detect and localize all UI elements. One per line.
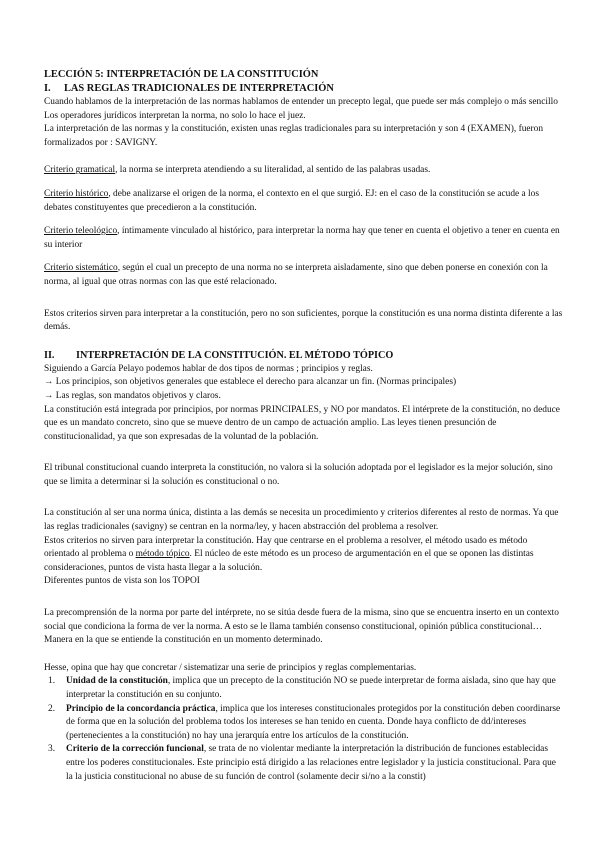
list-number: 3. — [48, 744, 56, 755]
list-item — [44, 743, 564, 784]
section-2-line: → Las reglas, son mandatos objetivos y claros. — [44, 390, 221, 401]
criterios-text-end: . El núcleo de este método es un proceso de argumentación en el que se oponen las distintas consideraciones, puntos de vista hasta llegar a la solución. — [44, 549, 534, 573]
criterios-paragraph — [44, 535, 564, 576]
list-body — [66, 703, 564, 744]
section-1-intro-2: La interpretación de las normas y la constitución, existen unas reglas tradicionales para su interpretación y son 4 (EXAMEN), fueron formalizados por : SAVIGNY. — [44, 124, 544, 148]
section-1-number: I. — [44, 83, 51, 94]
section-1-heading — [44, 82, 564, 96]
section-2-title: INTERPRETACIÓN DE LA CONSTITUCIÓN. EL MÉTODO TÓPICO — [76, 349, 394, 361]
section-2-heading — [44, 349, 564, 363]
criterion-text: , debe analizarse el origen de la norma, el contexto en el que surgió. EJ: en el caso de la constitución se acude a los debates constituyentes que precedieron a la constitución. — [44, 188, 539, 213]
principle-text: , implica que un precepto de la constitución NO se puede interpretar de forma aislada, sino que hay que interpretar la constitución en su conjunto. — [66, 676, 556, 700]
criterion-term: Criterio sistemático — [44, 263, 118, 274]
criterion-historico — [44, 188, 564, 215]
criterion-teleologico — [44, 225, 564, 252]
tribunal-paragraph: El tribunal constitucional cuando interpreta la constitución, no valora si la solución adoptada por el legislador es la mejor solución, sino que se limita a determinar si la solución es constitucional o no. — [44, 463, 553, 487]
list-number: 2. — [48, 703, 56, 714]
list-item — [44, 703, 564, 744]
metodo-topico-term: método tópico — [135, 549, 190, 560]
section-1-closing: Estos criterios sirven para interpretar a la constitución, pero no son suficientes, porque la constitución es una norma distinta diferente a las demás. — [44, 308, 563, 333]
section-2-line: Siguiendo a García Pelayo podemos hablar de dos tipos de normas ; principios y reglas. — [44, 363, 373, 374]
section-2-number: II. — [44, 349, 55, 361]
topoi-line: Diferentes puntos de vista son los TOPOI — [44, 576, 200, 587]
criterion-text: , según el cual un precepto de una norma no se interpreta aisladamente, sino que deben ponerse en conexión con la norma, al igual que otras normas con las que esté relacionado. — [44, 263, 548, 287]
criterion-gramatical — [44, 164, 564, 178]
principle-text: , implica que los intereses constitucionales protegidos por la constitución deben coordinarse de forma que en la solución del problema todos los intereses se han tenido en cuenta. Donde haya conflicto de dd/intereses (pertenecientes a la constitución) no hay una jerarquía entre los artículos de la constitución. — [66, 703, 561, 741]
principle-text: , se trata de no violentar mediante la interpretación la distribución de funciones establecidas entre los poderes constitucionales. Este principio está dirigido a las relaciones entre legislador y la justicia constitucional. Para que la la justicia constitucional no abuse de su función de control (solamente decir si/no a la constit) — [66, 744, 556, 782]
list-body — [66, 743, 564, 784]
precomprension-paragraph: La precomprensión de la norma por parte del intérprete, no se sitúa desde fuera de la misma, sino que se encuentra inserto en un contexto social que condiciona la forma de ver la norma. A esto se le llama también consenso constitucional, opinión pública constitucional… Manera en la que se entiende la constitución en un momento determinado. — [44, 608, 559, 646]
criterion-sistematico — [44, 262, 564, 289]
norma-unica-paragraph: La constitución al ser una norma única, distinta a las demás se necesita un procedimiento y criterios diferentes al resto de normas. Ya que las reglas tradicionales (savigny) se centran en la norma/ley, y hacen abstracción del problema a resolver. — [44, 508, 559, 533]
principle-term: Unidad de la constitución — [66, 676, 168, 687]
criterion-text: , la norma se interpreta atendiendo a su literalidad, al sentido de las palabras usadas. — [115, 165, 431, 176]
criterion-term: Criterio histórico — [44, 188, 109, 199]
section-1-intro-1: Cuando hablamos de la interpretación de las normas hablamos de entender un precepto legal, que puede ser más complejo o más sencillo Los operadores jurídicos interpretan la norma, no solo lo hace el juez. — [44, 97, 558, 121]
principles-list — [44, 675, 564, 784]
section-2-line: → Los principios, son objetivos generales que establece el derecho para alcanzar un fin. (Normas principales) — [44, 377, 457, 388]
hesse-paragraph: Hesse, opina que hay que concretar / sistematizar una serie de principios y reglas complementarias. — [44, 662, 417, 673]
principle-term: Criterio de la corrección funcional — [66, 744, 204, 755]
criterion-term: Criterio teleológico — [44, 226, 118, 237]
list-number: 1. — [48, 676, 56, 687]
list-item — [44, 675, 564, 702]
list-body — [66, 675, 564, 702]
section-2-line: La constitución está integrada por principios, por normas PRINCIPALES, y NO por mandatos. El intérprete de la constitución, no deduce que es un mandato concreto, sino que se mueve dentro de un campo de actuación amplio. Las leyes tienen presunción de constitucionalidad, ya que son expresadas de la voluntad de la población. — [44, 404, 560, 442]
criterion-term: Criterio gramatical — [44, 165, 116, 176]
document-page — [44, 68, 564, 784]
criterion-text: , íntimamente vinculado al histórico, para interpretar la norma hay que tener en cuenta el objetivo a tener en cuenta en su interior — [44, 226, 560, 250]
criterios-text: Estos criterios no sirven para interpretar la constitución. Hay que centrarse en el problema a resolver, el método usado es método orientado al problema o — [44, 535, 528, 560]
principle-term: Principio de la concordancia práctica — [66, 703, 216, 714]
section-1-title: LAS REGLAS TRADICIONALES DE INTERPRETACIÓN — [64, 83, 334, 94]
document-title: LECCIÓN 5: INTERPRETACIÓN DE LA CONSTITUCIÓN — [44, 69, 319, 80]
